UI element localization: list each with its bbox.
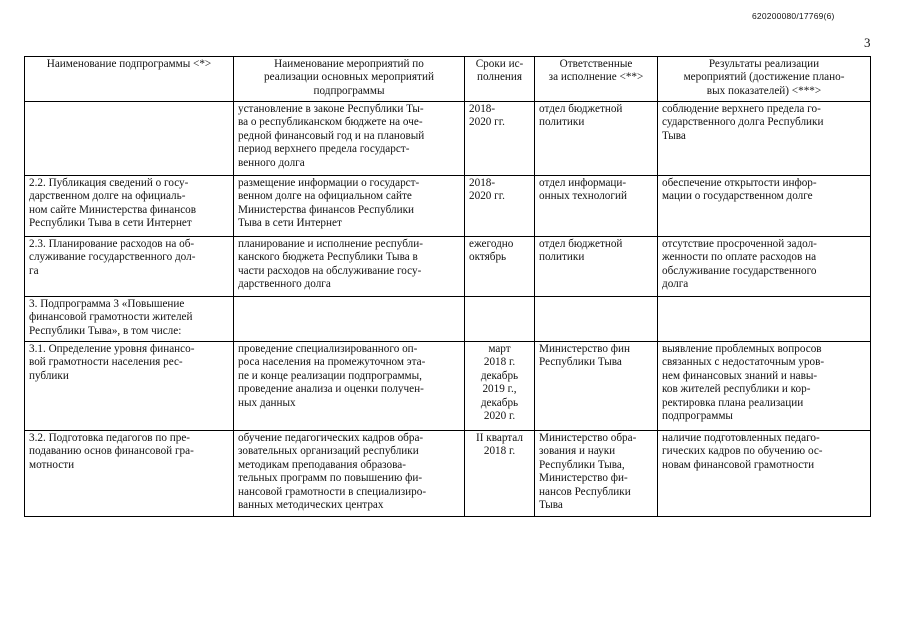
cell-responsible (535, 297, 658, 342)
cell-activity: размещение информации о государст- венном долге на официальном сайте Министерства финансов Республики Тыва в сети Интернет (234, 176, 465, 237)
cell-deadline: II квартал 2018 г. (465, 431, 535, 517)
table-header-row (25, 57, 871, 102)
column-header-deadline: Сроки ис- полнения (465, 57, 535, 102)
cell-activity: обучение педагогических кадров обра- зовательных организаций республики методикам преподавания образова- тельных программ по повышению фи- нансовой грамотности в специализиро- ванных методических центрах (234, 431, 465, 517)
table-row (25, 431, 871, 517)
page-number: 3 (864, 35, 871, 50)
cell-responsible: Министерство фин Республики Тыва (535, 342, 658, 431)
table-row (25, 102, 871, 176)
cell-deadline: 2018- 2020 гг. (465, 176, 535, 237)
cell-result: обеспечение открытости инфор- мации о государственном долге (658, 176, 871, 237)
cell-responsible: отдел бюджетной политики (535, 102, 658, 176)
table-row (25, 176, 871, 237)
cell-subprogram: 2.3. Планирование расходов на об- служивание государственного дол- га (25, 237, 234, 297)
cell-result: соблюдение верхнего предела го- сударственного долга Республики Тыва (658, 102, 871, 176)
cell-result: отсутствие просроченной задол- женности по оплате расходов на обслуживание государственного долга (658, 237, 871, 297)
document-code: 620200080/17769(6) (752, 11, 835, 21)
cell-result: наличие подготовленных педаго- гических кадров по обучению ос- новам финансовой грамотности (658, 431, 871, 517)
column-header-responsible: Ответственные за исполнение <**> (535, 57, 658, 102)
table-row (25, 237, 871, 297)
cell-result (658, 297, 871, 342)
table-row (25, 297, 871, 342)
cell-subprogram: 2.2. Публикация сведений о госу- дарственном долге на официаль- ном сайте Министерства финансов Республики Тыва в сети Интернет (25, 176, 234, 237)
cell-responsible: Министерство обра- зования и науки Республики Тыва, Министерство фи- нансов Республики Тыва (535, 431, 658, 517)
cell-deadline: ежегодно октябрь (465, 237, 535, 297)
cell-responsible: отдел информаци- онных технологий (535, 176, 658, 237)
cell-activity: установление в законе Республики Ты- ва о республиканском бюджете на оче- редной финансовый год и на плановый период верхнего предела государст- венного долга (234, 102, 465, 176)
column-header-activities: Наименование мероприятий по реализации основных мероприятий подпрограммы (234, 57, 465, 102)
cell-activity (234, 297, 465, 342)
column-header-results: Результаты реализации мероприятий (достижение плано- вых показателей) <***> (658, 57, 871, 102)
program-activities-table (24, 56, 871, 517)
column-header-subprogram: Наименование подпрограммы <*> (25, 57, 234, 102)
cell-result: выявление проблемных вопросов связанных с недостаточным уров- нем финансовых знаний и навы- ков жителей республики и кор- ректировка плана реализации подпрограммы (658, 342, 871, 431)
cell-deadline (465, 297, 535, 342)
cell-deadline: 2018- 2020 гг. (465, 102, 535, 176)
cell-activity: проведение специализированного оп- роса населения на промежуточном эта- пе и конце реализации подпрограммы, проведение анализа и оценки получен- ных данных (234, 342, 465, 431)
cell-subprogram (25, 102, 234, 176)
cell-subprogram: 3.2. Подготовка педагогов по пре- подаванию основ финансовой гра- мотности (25, 431, 234, 517)
cell-activity: планирование и исполнение республи- канского бюджета Республики Тыва в части расходов на обслуживание госу- дарственного долга (234, 237, 465, 297)
cell-subprogram: 3.1. Определение уровня финансо- вой грамотности населения рес- публики (25, 342, 234, 431)
table-row (25, 342, 871, 431)
cell-responsible: отдел бюджетной политики (535, 237, 658, 297)
cell-subprogram: 3. Подпрограмма 3 «Повышение финансовой грамотности жителей Республики Тыва», в том числе: (25, 297, 234, 342)
cell-deadline: март 2018 г. декабрь 2019 г., декабрь 2020 г. (465, 342, 535, 431)
